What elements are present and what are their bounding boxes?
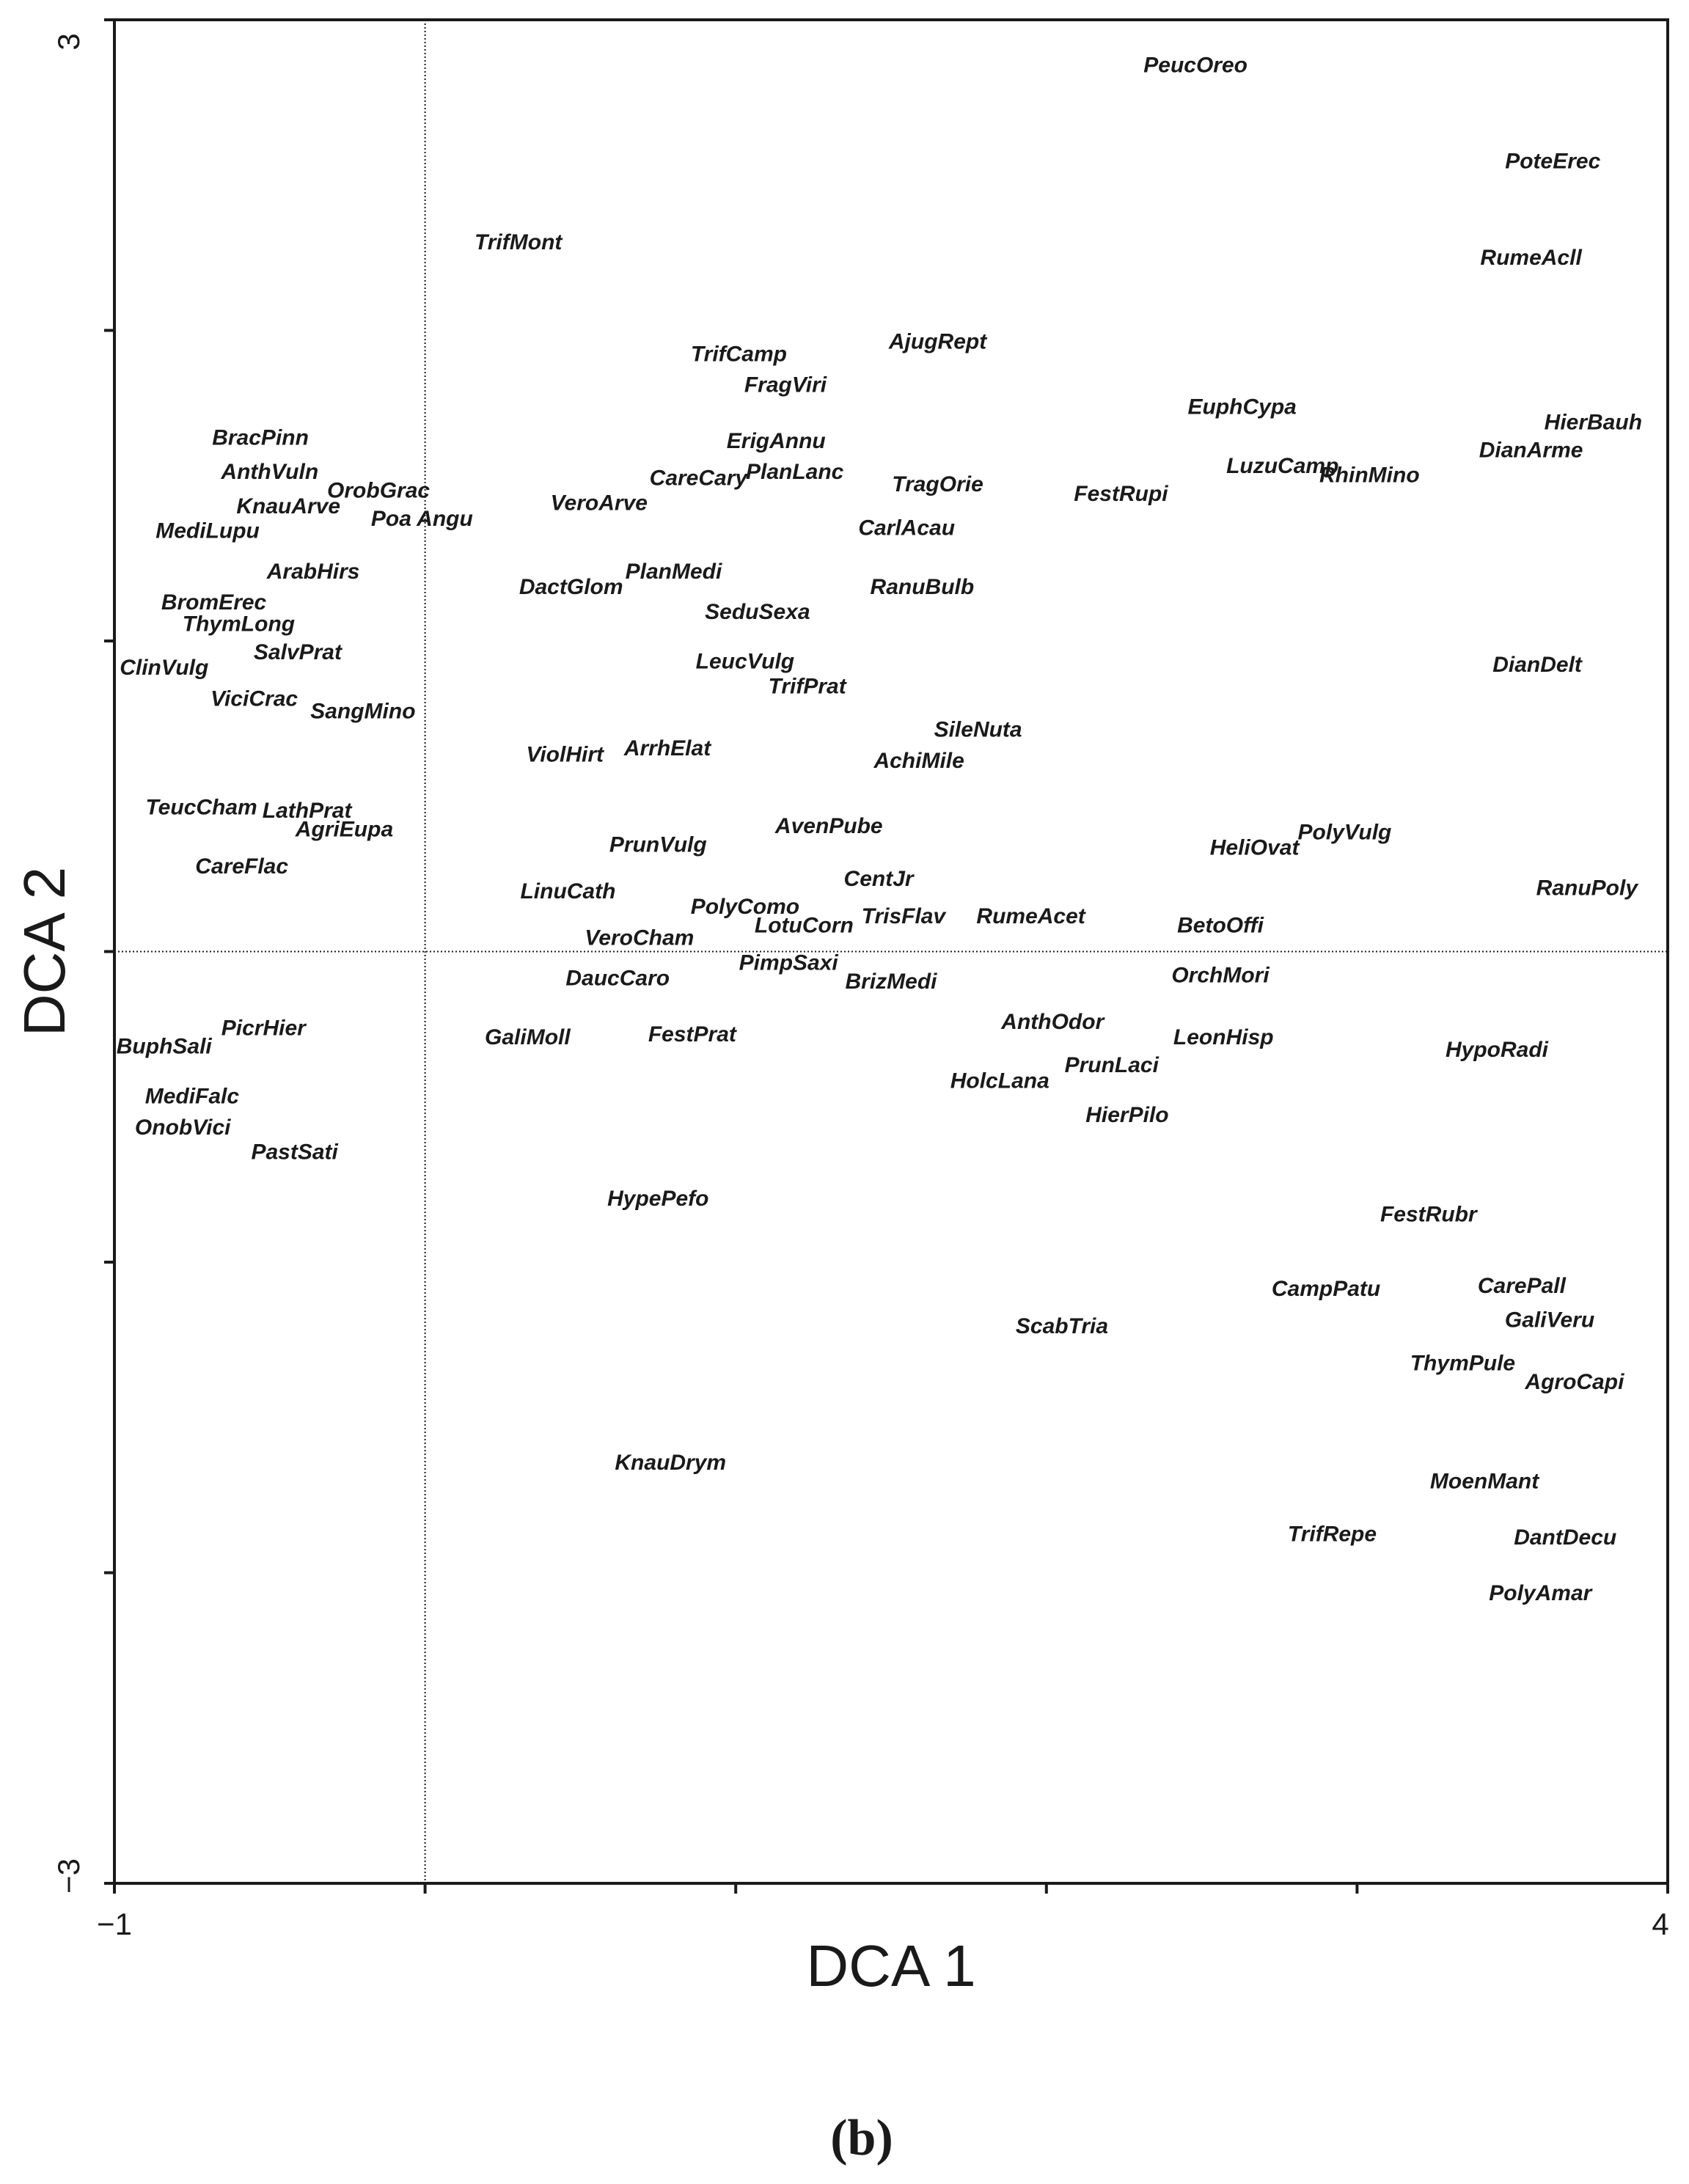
species-label: RumeAcll [1480,246,1582,271]
species-label: CentJr [843,867,914,892]
species-label: FestRupi [1074,481,1168,506]
species-label: KnauArve [236,494,341,518]
species-label: OrobGrac [327,478,431,503]
species-label: OnobVici [134,1115,231,1140]
species-label: GaliMoll [485,1025,571,1050]
species-label: BuphSali [116,1034,212,1059]
species-label: PlanMedi [625,559,722,584]
x-tick-label: −1 [97,1907,132,1941]
species-label: ThymPule [1410,1351,1516,1376]
species-label: AnthVuln [221,460,319,485]
species-label: ArabHirs [266,559,360,584]
species-label: CampPatu [1271,1277,1381,1302]
species-label: GaliVeru [1504,1308,1595,1333]
species-label: TrifCamp [690,342,788,367]
species-label: PicrHier [221,1016,306,1041]
species-label: LeonHisp [1173,1025,1274,1050]
species-label: MoenMant [1429,1469,1539,1494]
species-label: LinuCath [520,879,616,904]
y-tick-label: −3 [51,1858,86,1894]
species-label: ViolHirt [526,742,604,767]
species-label: RanuBulb [870,574,975,599]
x-axis-title: DCA 1 [806,1933,976,1998]
species-label: AgroCapi [1525,1370,1624,1395]
species-label: ArrhElat [623,736,711,761]
species-label: DactGlom [519,574,623,599]
species-label: BetoOffi [1177,913,1264,938]
species-label: HypePefo [607,1187,709,1212]
species-label: EuphCypa [1187,395,1297,419]
species-label: ThymLong [182,612,296,637]
species-label: HierPilo [1085,1102,1169,1127]
species-label: PrunLaci [1064,1053,1159,1078]
species-label: Poa Angu [370,506,473,531]
species-label: FestPrat [648,1022,736,1047]
species-label: CareCary [649,466,748,491]
species-label: RanuPoly [1536,876,1638,901]
panel-label: (b) [830,2110,893,2166]
species-label: AvenPube [774,814,883,839]
species-label: CareFlac [195,854,289,879]
species-label: PoteErec [1505,149,1601,174]
species-labels [117,53,1642,1605]
x-tick-label: 4 [1652,1907,1669,1941]
species-label: SeduSexa [705,599,810,624]
species-label: PeucOreo [1143,53,1247,78]
species-label: HierBauh [1544,410,1643,435]
species-label: ViciCrac [210,686,298,711]
species-label: TragOrie [892,472,983,497]
species-label: PolyVulg [1297,820,1392,845]
species-label: HeliOvat [1209,835,1300,860]
species-label: DaucCaro [565,966,670,991]
species-label: OrchMori [1171,963,1270,988]
species-label: TeucCham [145,795,257,820]
species-label: HolcLana [950,1069,1049,1093]
species-label: VeroArve [550,491,648,516]
species-label: LeucVulg [695,649,795,674]
species-label: PastSati [251,1140,338,1165]
species-label: ClinVulg [120,656,209,681]
y-tick-label: 3 [51,33,86,51]
species-label: LuzuCamp [1226,453,1339,478]
species-label: TrisFlav [861,904,946,928]
species-label: MediLupu [155,518,260,543]
species-label: SileNuta [934,717,1022,742]
species-label: SalvPrat [253,640,342,664]
species-label: PimpSaxi [739,950,838,975]
species-label: AnthOdor [1001,1009,1104,1034]
species-label: ErigAnnu [726,428,826,453]
reference-lines [114,20,1668,1883]
species-label: TrifRepe [1287,1522,1377,1547]
species-label: MediFalc [144,1084,240,1109]
species-label: PolyAmar [1489,1581,1592,1606]
species-label: ScabTria [1015,1313,1109,1338]
species-label: FragViri [744,373,827,397]
species-label: BracPinn [212,425,309,450]
species-label: RumeAcet [976,904,1085,928]
species-label: PlanLanc [745,460,844,485]
species-label: AjugRept [888,329,987,354]
species-label: DianArme [1479,438,1583,463]
species-label: PrunVulg [609,832,707,857]
species-label: KnauDrym [615,1451,727,1476]
species-label: TrifPrat [768,674,846,699]
species-label: PolyComo [690,895,800,920]
species-label: LathPrat [262,798,352,823]
species-label: FestRubr [1380,1202,1477,1227]
species-label: TrifMont [474,230,563,254]
species-label: AchiMile [873,749,964,774]
species-label: DantDecu [1514,1525,1617,1550]
species-label: DianDelt [1492,652,1582,677]
species-label: LotuCorn [754,913,854,938]
species-label: BrizMedi [845,969,937,994]
species-label: AgriEupa [295,817,394,842]
species-label: HypoRadi [1446,1037,1549,1062]
species-label: SangMino [310,699,416,724]
species-label: CarlAcau [858,516,956,540]
species-label: RhinMino [1319,463,1420,488]
y-axis-title: DCA 2 [12,866,77,1037]
species-label: CarePall [1477,1273,1566,1298]
species-label: VeroCham [585,926,695,950]
species-label: BromErec [161,590,267,615]
